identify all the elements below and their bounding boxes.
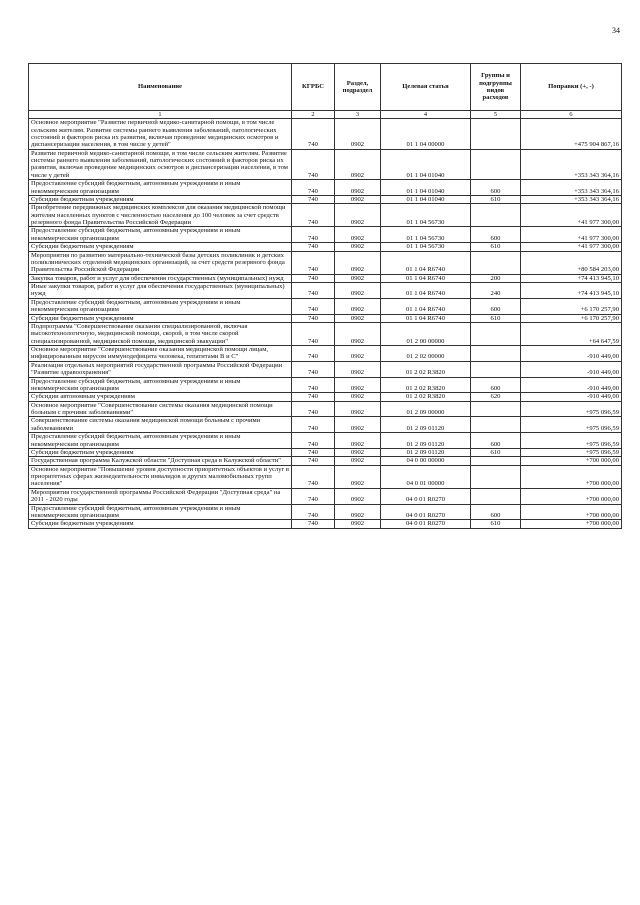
row-kgrbs-cell: 740 bbox=[292, 227, 335, 243]
row-target-cell: 01 1 04 56730 bbox=[381, 227, 471, 243]
row-kgrbs-cell: 740 bbox=[292, 322, 335, 345]
row-group-cell: 600 bbox=[471, 377, 521, 393]
row-amount-cell: +475 904 867,16 bbox=[521, 119, 622, 150]
row-name-cell: Субсидии бюджетным учреждениям bbox=[29, 195, 292, 203]
row-kgrbs-cell: 740 bbox=[292, 283, 335, 299]
row-target-cell: 01 2 09 01120 bbox=[381, 448, 471, 456]
column-number: 1 bbox=[29, 111, 292, 119]
row-section-cell: 0902 bbox=[335, 227, 381, 243]
row-section-cell: 0902 bbox=[335, 243, 381, 251]
row-kgrbs-cell: 740 bbox=[292, 149, 335, 180]
row-amount-cell: +353 343 364,16 bbox=[521, 195, 622, 203]
row-name-cell: Закупка товаров, работ и услуг для обеспечения государственных (муниципальных) нужд bbox=[29, 274, 292, 282]
row-kgrbs-cell: 740 bbox=[292, 298, 335, 314]
row-target-cell: 01 1 04 01040 bbox=[381, 195, 471, 203]
column-number-row bbox=[29, 111, 622, 119]
row-target-cell: 04 0 01 R0270 bbox=[381, 504, 471, 520]
row-amount-cell: +975 096,59 bbox=[521, 448, 622, 456]
row-amount-cell: +700 000,00 bbox=[521, 488, 622, 504]
row-name-cell: Предоставление субсидий бюджетным, автономным учреждениям и иным некоммерческим организациям bbox=[29, 504, 292, 520]
table-row bbox=[29, 433, 622, 449]
row-amount-cell: +64 647,59 bbox=[521, 322, 622, 345]
row-kgrbs-cell: 740 bbox=[292, 314, 335, 322]
row-group-cell bbox=[471, 251, 521, 274]
row-target-cell: 01 2 02 R3820 bbox=[381, 377, 471, 393]
table-header-row bbox=[29, 64, 622, 111]
row-section-cell: 0902 bbox=[335, 149, 381, 180]
row-target-cell: 01 1 04 01040 bbox=[381, 180, 471, 196]
page-number: 34 bbox=[612, 26, 620, 35]
row-target-cell: 01 2 09 00000 bbox=[381, 401, 471, 417]
row-section-cell: 0902 bbox=[335, 377, 381, 393]
row-group-cell bbox=[471, 488, 521, 504]
row-kgrbs-cell: 740 bbox=[292, 119, 335, 150]
table-row bbox=[29, 377, 622, 393]
row-group-cell: 600 bbox=[471, 433, 521, 449]
header-amendments: Поправки (+, -) bbox=[521, 64, 622, 111]
row-amount-cell: +353 343 364,16 bbox=[521, 180, 622, 196]
row-name-cell: Основное мероприятие "Совершенствование системы оказания медицинской помощи больным с прочими заболеваниями" bbox=[29, 401, 292, 417]
row-amount-cell: +700 000,00 bbox=[521, 465, 622, 488]
row-kgrbs-cell: 740 bbox=[292, 346, 335, 362]
table-row bbox=[29, 243, 622, 251]
row-kgrbs-cell: 740 bbox=[292, 457, 335, 465]
row-name-cell: Субсидии бюджетным учреждениям bbox=[29, 314, 292, 322]
row-target-cell: 01 1 04 01040 bbox=[381, 149, 471, 180]
row-name-cell: Предоставление субсидий бюджетным, автономным учреждениям и иным некоммерческим организациям bbox=[29, 377, 292, 393]
row-name-cell: Мероприятия государственной программы Российской Федерации "Доступная среда" на 2011 - 2020 годы bbox=[29, 488, 292, 504]
row-target-cell: 01 1 04 00000 bbox=[381, 119, 471, 150]
table-row bbox=[29, 393, 622, 401]
row-group-cell bbox=[471, 346, 521, 362]
table-row bbox=[29, 346, 622, 362]
table-row bbox=[29, 322, 622, 345]
row-target-cell: 04 0 01 R0270 bbox=[381, 520, 471, 528]
row-amount-cell: +41 977 300,00 bbox=[521, 204, 622, 227]
row-amount-cell: +80 584 203,00 bbox=[521, 251, 622, 274]
row-section-cell: 0902 bbox=[335, 298, 381, 314]
row-amount-cell: +700 000,00 bbox=[521, 520, 622, 528]
table-row bbox=[29, 149, 622, 180]
table-row bbox=[29, 457, 622, 465]
row-amount-cell: +353 343 364,16 bbox=[521, 149, 622, 180]
row-amount-cell: -910 449,00 bbox=[521, 393, 622, 401]
table-row bbox=[29, 274, 622, 282]
row-target-cell: 04 0 01 00000 bbox=[381, 465, 471, 488]
row-kgrbs-cell: 740 bbox=[292, 417, 335, 433]
row-section-cell: 0902 bbox=[335, 488, 381, 504]
row-amount-cell: +74 413 945,10 bbox=[521, 274, 622, 282]
row-name-cell: Субсидии автономным учреждениям bbox=[29, 393, 292, 401]
table-row bbox=[29, 251, 622, 274]
row-target-cell: 01 1 04 56730 bbox=[381, 204, 471, 227]
row-target-cell: 01 2 09 01120 bbox=[381, 417, 471, 433]
row-name-cell: Предоставление субсидий бюджетным, автономным учреждениям и иным некоммерческим организациям bbox=[29, 180, 292, 196]
row-section-cell: 0902 bbox=[335, 119, 381, 150]
row-kgrbs-cell: 740 bbox=[292, 243, 335, 251]
row-amount-cell: +6 170 257,90 bbox=[521, 298, 622, 314]
row-name-cell: Основное мероприятие "Повышение уровня доступности приоритетных объектов и услуг в приоритетных сферах жизнедеятельности инвалидов и других маломобильных групп населения" bbox=[29, 465, 292, 488]
row-group-cell: 200 bbox=[471, 274, 521, 282]
row-kgrbs-cell: 740 bbox=[292, 377, 335, 393]
row-group-cell bbox=[471, 322, 521, 345]
table-row bbox=[29, 504, 622, 520]
row-target-cell: 01 2 02 R3820 bbox=[381, 393, 471, 401]
row-group-cell bbox=[471, 401, 521, 417]
column-number: 2 bbox=[292, 111, 335, 119]
table-row bbox=[29, 119, 622, 150]
column-number: 4 bbox=[381, 111, 471, 119]
row-amount-cell: +41 977 300,00 bbox=[521, 227, 622, 243]
row-target-cell: 01 2 02 R3820 bbox=[381, 361, 471, 377]
row-kgrbs-cell: 740 bbox=[292, 401, 335, 417]
row-section-cell: 0902 bbox=[335, 448, 381, 456]
row-kgrbs-cell: 740 bbox=[292, 180, 335, 196]
row-group-cell: 610 bbox=[471, 520, 521, 528]
row-name-cell: Предоставление субсидий бюджетным, автономным учреждениям и иным некоммерческим организациям bbox=[29, 433, 292, 449]
row-section-cell: 0902 bbox=[335, 283, 381, 299]
table-row bbox=[29, 401, 622, 417]
row-kgrbs-cell: 740 bbox=[292, 251, 335, 274]
row-section-cell: 0902 bbox=[335, 433, 381, 449]
row-target-cell: 01 1 04 R6740 bbox=[381, 283, 471, 299]
row-name-cell: Мероприятия по развитию материально-технической базы детских поликлиник и детских поликлинических отделений медицинских организаций, за счет средств резервного фонда Правительства Российской Федерации bbox=[29, 251, 292, 274]
table-row bbox=[29, 488, 622, 504]
row-group-cell bbox=[471, 149, 521, 180]
row-group-cell: 610 bbox=[471, 195, 521, 203]
row-name-cell: Субсидии бюджетным учреждениям bbox=[29, 520, 292, 528]
row-group-cell: 610 bbox=[471, 314, 521, 322]
row-kgrbs-cell: 740 bbox=[292, 448, 335, 456]
row-target-cell: 01 2 09 01120 bbox=[381, 433, 471, 449]
table-row bbox=[29, 227, 622, 243]
row-section-cell: 0902 bbox=[335, 457, 381, 465]
row-kgrbs-cell: 740 bbox=[292, 465, 335, 488]
table-row bbox=[29, 180, 622, 196]
table-row bbox=[29, 520, 622, 528]
row-amount-cell: +74 413 945,10 bbox=[521, 283, 622, 299]
row-group-cell: 600 bbox=[471, 180, 521, 196]
row-target-cell: 01 1 04 R6740 bbox=[381, 274, 471, 282]
row-amount-cell: +975 096,59 bbox=[521, 417, 622, 433]
row-group-cell: 600 bbox=[471, 504, 521, 520]
row-amount-cell: +700 000,00 bbox=[521, 504, 622, 520]
row-amount-cell: +975 096,59 bbox=[521, 433, 622, 449]
row-amount-cell: +700 000,00 bbox=[521, 457, 622, 465]
row-group-cell bbox=[471, 457, 521, 465]
row-name-cell: Государственная программа Калужской области "Доступная среда в Калужской области" bbox=[29, 457, 292, 465]
row-kgrbs-cell: 740 bbox=[292, 274, 335, 282]
row-kgrbs-cell: 740 bbox=[292, 204, 335, 227]
row-target-cell: 01 1 04 R6740 bbox=[381, 251, 471, 274]
row-section-cell: 0902 bbox=[335, 274, 381, 282]
row-amount-cell: -910 449,00 bbox=[521, 361, 622, 377]
table-row bbox=[29, 465, 622, 488]
row-section-cell: 0902 bbox=[335, 322, 381, 345]
table-row bbox=[29, 448, 622, 456]
row-section-cell: 0902 bbox=[335, 180, 381, 196]
row-section-cell: 0902 bbox=[335, 361, 381, 377]
table-row bbox=[29, 417, 622, 433]
row-name-cell: Основное мероприятие "Совершенствование оказания медицинской помощи лицам, инфицированным вирусом иммунодефицита человека, гепатитами В и С" bbox=[29, 346, 292, 362]
row-kgrbs-cell: 740 bbox=[292, 504, 335, 520]
row-name-cell: Реализация отдельных мероприятий государственной программы Российской Федерации "Развитие здравоохранения" bbox=[29, 361, 292, 377]
table-row bbox=[29, 283, 622, 299]
row-group-cell: 600 bbox=[471, 227, 521, 243]
row-target-cell: 01 1 04 R6740 bbox=[381, 298, 471, 314]
row-name-cell: Совершенствование системы оказания медицинской помощи больным с прочими заболеваниями bbox=[29, 417, 292, 433]
table-row bbox=[29, 204, 622, 227]
row-section-cell: 0902 bbox=[335, 195, 381, 203]
row-name-cell: Субсидии бюджетным учреждениям bbox=[29, 448, 292, 456]
row-name-cell: Основное мероприятие "Развитие первичной медико-санитарной помощи, в том числе сельским жителям. Развитие системы раннего выявления заболеваний, патологических состояний и факторов риска их развития, включая проведение медицинских осмотров и диспансеризации населения, в том числе у детей" bbox=[29, 119, 292, 150]
row-amount-cell: +975 096,59 bbox=[521, 401, 622, 417]
header-name: Наименование bbox=[29, 64, 292, 111]
row-name-cell: Развитие первичной медико-санитарной помощи, в том числе сельским жителям. Развитие системы раннего выявления заболеваний, патологических состояний и факторов риска их развития, включая проведение медицинских осмотров и диспансеризации населения, в том числе у детей bbox=[29, 149, 292, 180]
row-group-cell bbox=[471, 204, 521, 227]
row-group-cell bbox=[471, 119, 521, 150]
row-group-cell bbox=[471, 465, 521, 488]
row-name-cell: Подпрограмма "Совершенствование оказания специализированной, включая высокотехнологичную, медицинской помощи, скорой, в том числе скорой специализированной, медицинской помощи, медицинской эвакуации" bbox=[29, 322, 292, 345]
row-group-cell: 610 bbox=[471, 243, 521, 251]
row-name-cell: Предоставление субсидий бюджетным, автономным учреждениям и иным некоммерческим организациям bbox=[29, 298, 292, 314]
column-number: 5 bbox=[471, 111, 521, 119]
row-target-cell: 01 2 02 00000 bbox=[381, 346, 471, 362]
row-amount-cell: +41 977 300,00 bbox=[521, 243, 622, 251]
row-amount-cell: +6 170 257,90 bbox=[521, 314, 622, 322]
row-group-cell: 240 bbox=[471, 283, 521, 299]
row-name-cell: Приобретение передвижных медицинских комплексов для оказания медицинской помощи жителям населенных пунктов с численностью населения до 100 человек за счет средств резервного фонда Правительства Российской Федерации bbox=[29, 204, 292, 227]
row-group-cell bbox=[471, 361, 521, 377]
row-section-cell: 0902 bbox=[335, 314, 381, 322]
header-target: Целевая статья bbox=[381, 64, 471, 111]
row-section-cell: 0902 bbox=[335, 251, 381, 274]
header-kgrbs: КГРБС bbox=[292, 64, 335, 111]
row-kgrbs-cell: 740 bbox=[292, 488, 335, 504]
row-group-cell bbox=[471, 417, 521, 433]
row-target-cell: 01 2 00 00000 bbox=[381, 322, 471, 345]
table-row bbox=[29, 314, 622, 322]
row-section-cell: 0902 bbox=[335, 204, 381, 227]
row-group-cell: 620 bbox=[471, 393, 521, 401]
row-section-cell: 0902 bbox=[335, 520, 381, 528]
row-kgrbs-cell: 740 bbox=[292, 520, 335, 528]
row-section-cell: 0902 bbox=[335, 401, 381, 417]
row-section-cell: 0902 bbox=[335, 504, 381, 520]
row-kgrbs-cell: 740 bbox=[292, 393, 335, 401]
row-target-cell: 04 0 01 R0270 bbox=[381, 488, 471, 504]
header-section: Раздел, подраздел bbox=[335, 64, 381, 111]
row-name-cell: Иные закупки товаров, работ и услуг для обеспечения государственных (муниципальных) нужд bbox=[29, 283, 292, 299]
row-kgrbs-cell: 740 bbox=[292, 433, 335, 449]
row-section-cell: 0902 bbox=[335, 465, 381, 488]
budget-table bbox=[28, 63, 622, 529]
row-section-cell: 0902 bbox=[335, 393, 381, 401]
row-target-cell: 04 0 00 00000 bbox=[381, 457, 471, 465]
table-row bbox=[29, 195, 622, 203]
row-group-cell: 610 bbox=[471, 448, 521, 456]
row-section-cell: 0902 bbox=[335, 417, 381, 433]
row-group-cell: 600 bbox=[471, 298, 521, 314]
header-groups: Группы и подгруппы видов расходов bbox=[471, 64, 521, 111]
column-number: 3 bbox=[335, 111, 381, 119]
row-kgrbs-cell: 740 bbox=[292, 361, 335, 377]
row-amount-cell: -910 449,00 bbox=[521, 346, 622, 362]
row-target-cell: 01 1 04 56730 bbox=[381, 243, 471, 251]
row-name-cell: Субсидии бюджетным учреждениям bbox=[29, 243, 292, 251]
row-kgrbs-cell: 740 bbox=[292, 195, 335, 203]
row-section-cell: 0902 bbox=[335, 346, 381, 362]
table-row bbox=[29, 298, 622, 314]
column-number: 6 bbox=[521, 111, 622, 119]
row-amount-cell: -910 449,00 bbox=[521, 377, 622, 393]
table-row bbox=[29, 361, 622, 377]
row-target-cell: 01 1 04 R6740 bbox=[381, 314, 471, 322]
row-name-cell: Предоставление субсидий бюджетным, автономным учреждениям и иным некоммерческим организациям bbox=[29, 227, 292, 243]
